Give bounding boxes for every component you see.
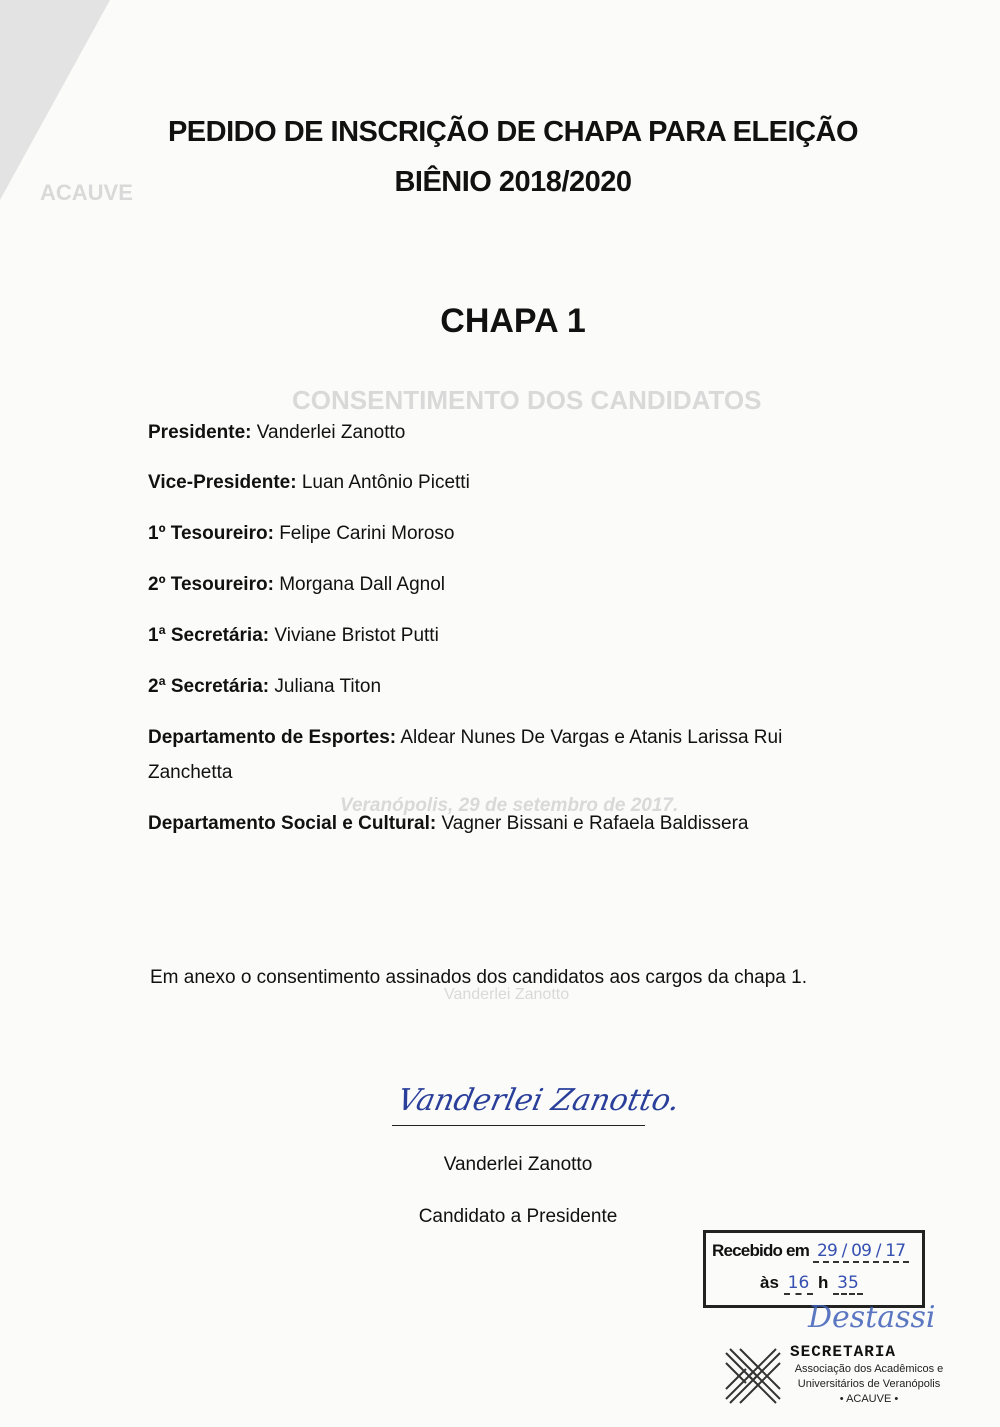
assoc-line-1: Associação dos Acadêmicos e <box>794 1363 944 1375</box>
annex-text: Em anexo o consentimento assinados dos candidatos aos cargos da chapa 1. <box>150 967 807 988</box>
member-name: Morgana Dall Agnol <box>279 574 446 595</box>
secretaria-label: SECRETARIA <box>790 1343 897 1361</box>
signer-role: Candidato a Presidente <box>418 1206 618 1227</box>
member-name: Viviane Bristot Putti <box>274 625 439 646</box>
received-date: 29 / 09 / 17 <box>813 1241 909 1263</box>
member-name: Aldear Nunes De Vargas e Atanis Larissa Rui Zanchetta <box>148 727 783 783</box>
show-through-title: CONSENTIMENTO DOS CANDIDATOS <box>292 385 762 415</box>
member-role: Presidente: <box>148 422 252 443</box>
member-role: 2ª Secretária: <box>148 676 270 697</box>
member-row <box>148 516 868 551</box>
member-role: Vice-Presidente: <box>148 472 297 493</box>
received-label: Recebido em <box>712 1241 810 1260</box>
signature-line <box>392 1125 645 1126</box>
received-hour: 16 <box>784 1273 814 1295</box>
member-role: Departamento de Esportes: <box>148 727 397 748</box>
received-stamp <box>703 1230 925 1308</box>
member-row <box>148 806 868 841</box>
signer-name: Vanderlei Zanotto <box>443 1154 593 1175</box>
acauve-logo-icon <box>722 1345 784 1407</box>
document-title: PEDIDO DE INSCRIÇÃO DE CHAPA PARA ELEIÇÃO <box>167 116 859 148</box>
member-name: Vanderlei Zanotto <box>256 422 406 443</box>
member-role: 2º Tesoureiro: <box>148 574 274 595</box>
member-name: Juliana Titon <box>274 676 382 697</box>
show-through-date: Veranópolis, 29 de setembro de 2017. <box>340 795 679 816</box>
member-role: 1ª Secretária: <box>148 625 270 646</box>
show-through-signer: Vanderlei Zanotto <box>444 986 570 1003</box>
member-name: Luan Antônio Picetti <box>301 472 470 493</box>
chapa-title: CHAPA 1 <box>440 302 586 340</box>
assoc-line-2: Universitários de Veranópolis <box>797 1378 941 1390</box>
document-subtitle: BIÊNIO 2018/2020 <box>394 166 632 198</box>
member-row <box>148 465 868 500</box>
assoc-line-3: • ACAUVE • <box>839 1393 899 1405</box>
secretary-signature: Destassi <box>808 1300 936 1335</box>
member-row <box>148 669 868 704</box>
member-row <box>148 720 868 790</box>
member-row <box>148 415 868 450</box>
member-row <box>148 567 868 602</box>
member-name: Vagner Bissani e Rafaela Baldissera <box>441 813 749 834</box>
member-name: Felipe Carini Moroso <box>279 523 455 544</box>
member-row <box>148 618 868 653</box>
association-name <box>784 1362 954 1407</box>
handwritten-signature: Vanderlei Zanotto. <box>394 1083 683 1118</box>
show-through-logo: ACAUVE <box>40 180 133 205</box>
member-role: Departamento Social e Cultural: <box>148 813 437 834</box>
received-minute: 35 <box>833 1273 863 1295</box>
member-role: 1º Tesoureiro: <box>148 523 274 544</box>
at-label: às <box>760 1273 779 1292</box>
h-label: h <box>818 1273 829 1292</box>
